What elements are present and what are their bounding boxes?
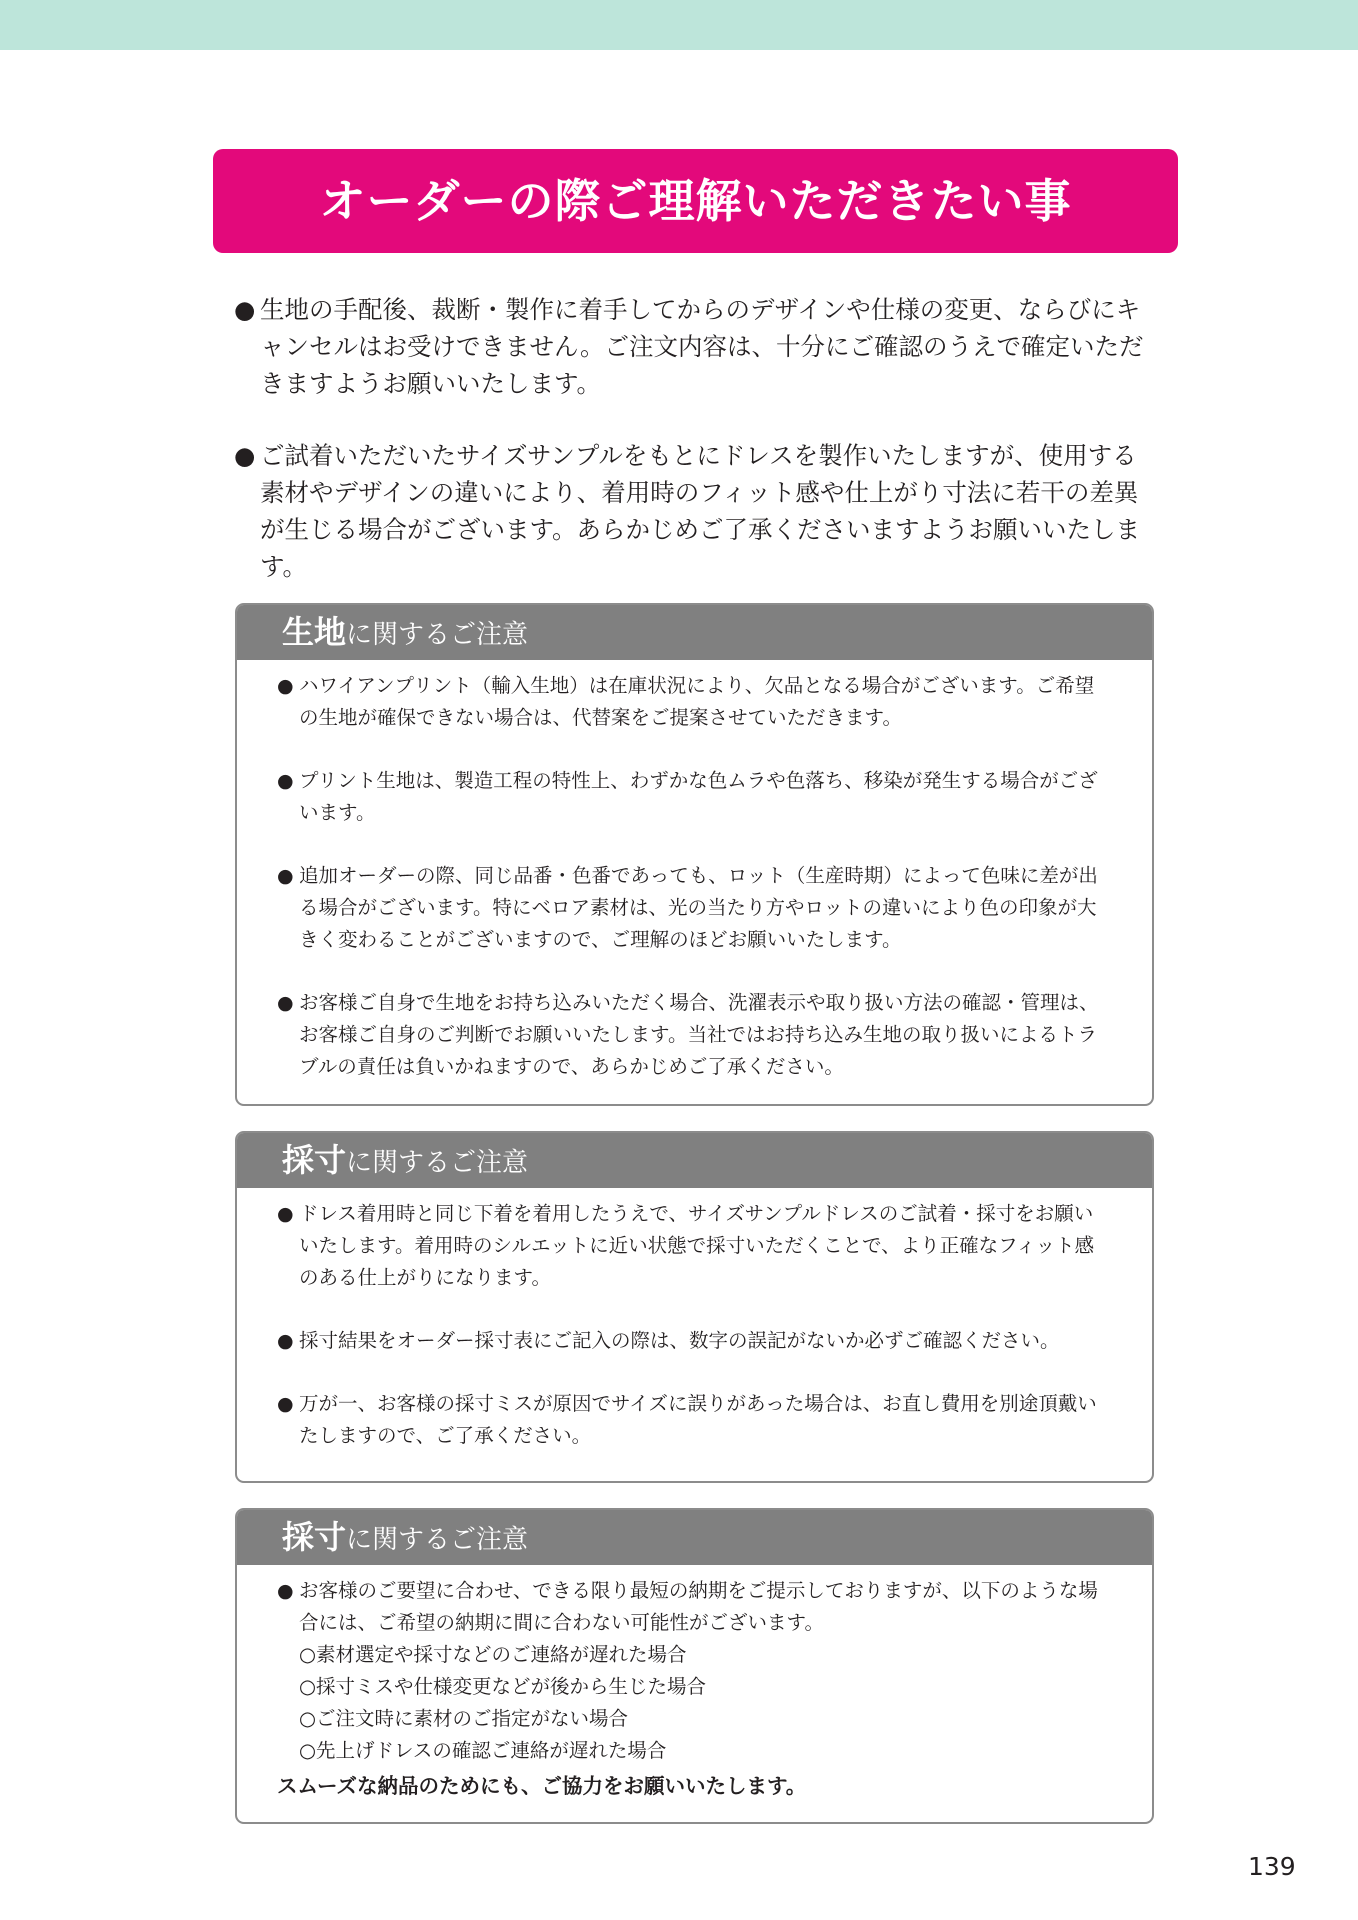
list-item bbox=[277, 1388, 1112, 1452]
sub-list-item: ○素材選定や採寸などのご連絡が遅れた場合 bbox=[299, 1643, 687, 1666]
section-heading-sub: に関するご注意 bbox=[346, 620, 529, 650]
bullet-icon: ● bbox=[277, 865, 294, 887]
list-item bbox=[277, 987, 1112, 1083]
list-item-text: お客様のご要望に合わせ、できる限り最短の納期をご提示しておりますが、以下のような場合には、ご希望の納期に間に合わない可能性がございます。 bbox=[299, 1579, 1098, 1634]
intro-text: 生地の手配後、裁断・製作に着手してからのデザインや仕様の変更、ならびにキャンセルはお受けできません。ご注文内容は、十分にご確認のうえで確定いただきますようお願いいたします。 bbox=[260, 295, 1144, 398]
list-item bbox=[277, 765, 1112, 829]
intro-text: ご試着いただいたサイズサンプルをもとにドレスを製作いたしますが、使用する素材やデザインの違いにより、着用時のフィット感や仕上がり寸法に若干の差異が生じる場合がございます。あらかじめご了承くださいますようお願いいたします。 bbox=[260, 441, 1141, 581]
bullet-icon: ● bbox=[277, 1330, 294, 1352]
list-item bbox=[277, 1198, 1112, 1294]
sub-list-item: ○ご注文時に素材のご指定がない場合 bbox=[299, 1707, 629, 1730]
section-heading-main: 採寸 bbox=[282, 1518, 347, 1556]
section-body bbox=[237, 1188, 1152, 1452]
page-title: オーダーの際ご理解いただきたい事 bbox=[213, 149, 1178, 253]
fabric-notice-section bbox=[235, 603, 1154, 1106]
list-item-text: 追加オーダーの際、同じ品番・色番であっても、ロット（生産時期）によって色味に差が出る場合がございます。特にベロア素材は、光の当たり方やロットの違いにより色の印象が大きく変わることがございますので、ご理解のほどお願いいたします。 bbox=[299, 864, 1098, 951]
bullet-icon: ● bbox=[277, 675, 294, 697]
sub-list-item: ○採寸ミスや仕様変更などが後から生じた場合 bbox=[299, 1675, 707, 1698]
bullet-icon: ● bbox=[277, 992, 294, 1014]
bullet-icon: ● bbox=[234, 295, 256, 324]
bullet-icon: ● bbox=[277, 1580, 294, 1602]
section-body bbox=[237, 1565, 1152, 1803]
section-header bbox=[237, 1133, 1152, 1188]
section-heading-sub: に関するご注意 bbox=[346, 1148, 529, 1178]
section-header bbox=[237, 605, 1152, 660]
list-item bbox=[277, 860, 1112, 956]
top-decorative-band bbox=[0, 0, 1358, 50]
list-item bbox=[277, 1325, 1112, 1357]
measurement-notice-section bbox=[235, 1131, 1154, 1483]
section-header bbox=[237, 1510, 1152, 1565]
list-item-text: ドレス着用時と同じ下着を着用したうえで、サイズサンプルドレスのご試着・採寸をお願いいたします。着用時のシルエットに近い状態で採寸いただくことで、より正確なフィット感のある仕上がりになります。 bbox=[299, 1202, 1095, 1289]
bullet-icon: ● bbox=[234, 441, 256, 470]
list-item bbox=[277, 1575, 1112, 1639]
bullet-icon: ● bbox=[277, 770, 294, 792]
section-body bbox=[237, 660, 1152, 1083]
list-item-text: 万が一、お客様の採寸ミスが原因でサイズに誤りがあった場合は、お直し費用を別途頂戴いたしますので、ご了承ください。 bbox=[299, 1392, 1097, 1447]
page-number: 139 bbox=[1248, 1852, 1296, 1881]
delivery-notice-section bbox=[235, 1508, 1154, 1824]
list-item bbox=[277, 670, 1112, 734]
section-heading-sub: に関するご注意 bbox=[346, 1525, 529, 1555]
list-item-text: ハワイアンプリント（輸入生地）は在庫状況により、欠品となる場合がございます。ご希望の生地が確保できない場合は、代替案をご提案させていただきます。 bbox=[299, 674, 1095, 729]
intro-paragraph-1 bbox=[234, 291, 1154, 402]
section-heading-main: 生地 bbox=[282, 613, 347, 651]
list-item-text: 採寸結果をオーダー採寸表にご記入の際は、数字の誤記がないか必ずご確認ください。 bbox=[299, 1329, 1060, 1352]
list-item-text: プリント生地は、製造工程の特性上、わずかな色ムラや色落ち、移染が発生する場合がございます。 bbox=[299, 769, 1098, 824]
bullet-icon: ● bbox=[277, 1203, 294, 1225]
intro-paragraph-2 bbox=[234, 437, 1154, 585]
section-heading-main: 採寸 bbox=[282, 1141, 347, 1179]
closing-statement: スムーズな納品のためにも、ご協力をお願いいたします。 bbox=[277, 1774, 807, 1798]
sub-list-item: ○先上げドレスの確認ご連絡が遅れた場合 bbox=[299, 1739, 667, 1762]
list-item-text: お客様ご自身で生地をお持ち込みいただく場合、洗濯表示や取り扱い方法の確認・管理は、お客様ご自身のご判断でお願いいたします。当社ではお持ち込み生地の取り扱いによるトラブルの責任は負いかねますので、あらかじめご了承ください。 bbox=[299, 991, 1099, 1078]
bullet-icon: ● bbox=[277, 1393, 294, 1415]
